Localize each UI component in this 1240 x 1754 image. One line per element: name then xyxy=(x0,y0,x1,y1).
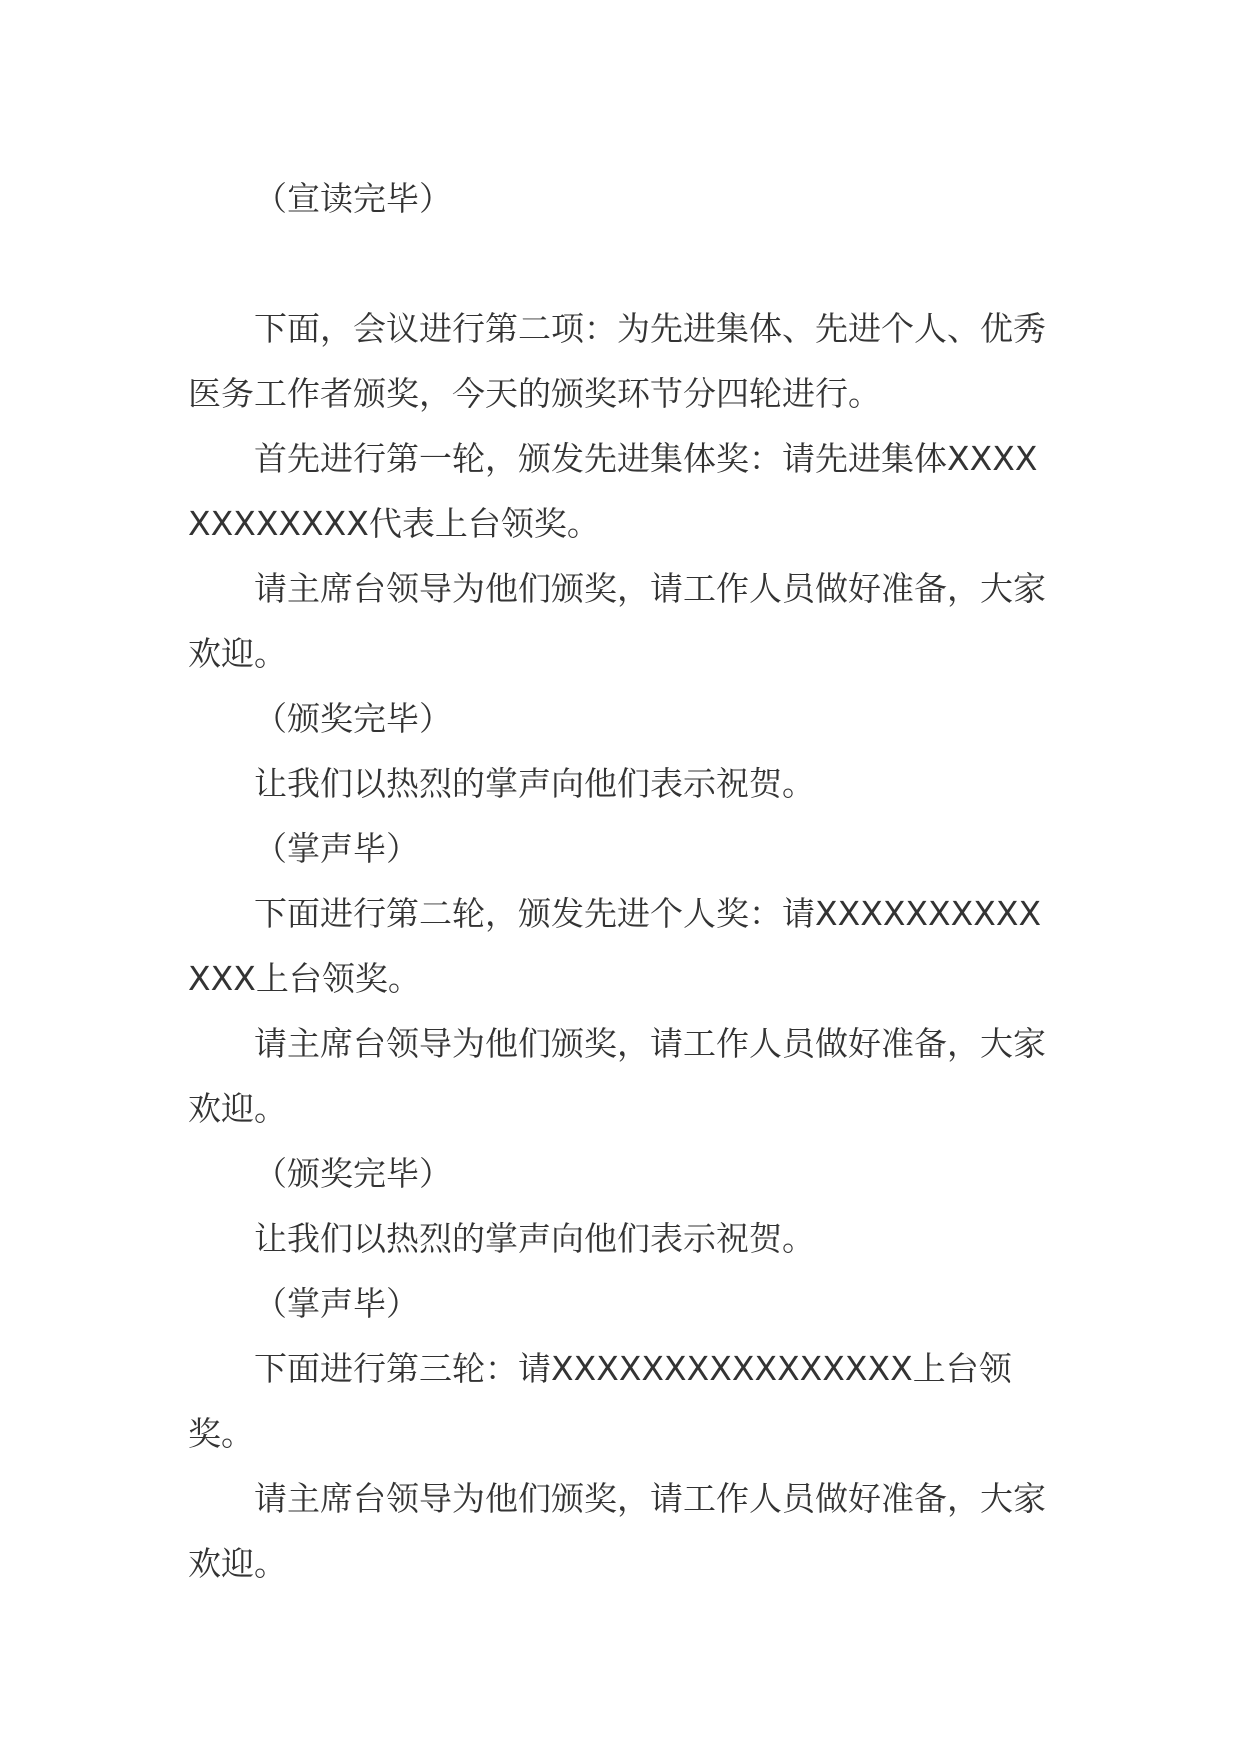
paragraph-round-two: 下面进行第二轮，颁发先进个人奖：请XXXXXXXXXXXXX上台领奖。 xyxy=(188,894,1042,998)
paragraph-leaders-present-3: 请主席台领导为他们颁奖，请工作人员做好准备，大家欢迎。 xyxy=(188,1479,1046,1583)
paragraph-leaders-present-2: 请主席台领导为他们颁奖，请工作人员做好准备，大家欢迎。 xyxy=(188,1024,1046,1128)
paragraph-award-finished-2: （颁奖完毕） xyxy=(254,1154,452,1193)
paragraph-applause-1: 让我们以热烈的掌声向他们表示祝贺。 xyxy=(254,764,815,803)
paragraph-round-one: 首先进行第一轮，颁发先进集体奖：请先进集体XXXXXXXXXXXX代表上台领奖。 xyxy=(188,439,1038,543)
document-body xyxy=(188,166,1056,1596)
paragraph-applause-end-2: （掌声毕） xyxy=(254,1284,419,1323)
paragraph-round-three: 下面进行第三轮：请XXXXXXXXXXXXXXXX上台领奖。 xyxy=(188,1349,1012,1453)
paragraph-leaders-present-1: 请主席台领导为他们颁奖，请工作人员做好准备，大家欢迎。 xyxy=(188,569,1046,673)
blank-line xyxy=(188,231,1056,296)
paragraph-reading-finished: （宣读完毕） xyxy=(254,179,452,218)
paragraph-applause-end-1: （掌声毕） xyxy=(254,829,419,868)
paragraph-second-item-intro: 下面，会议进行第二项：为先进集体、先进个人、优秀医务工作者颁奖，今天的颁奖环节分四轮进行。 xyxy=(188,309,1046,413)
paragraph-applause-2: 让我们以热烈的掌声向他们表示祝贺。 xyxy=(254,1219,815,1258)
paragraph-award-finished-1: （颁奖完毕） xyxy=(254,699,452,738)
